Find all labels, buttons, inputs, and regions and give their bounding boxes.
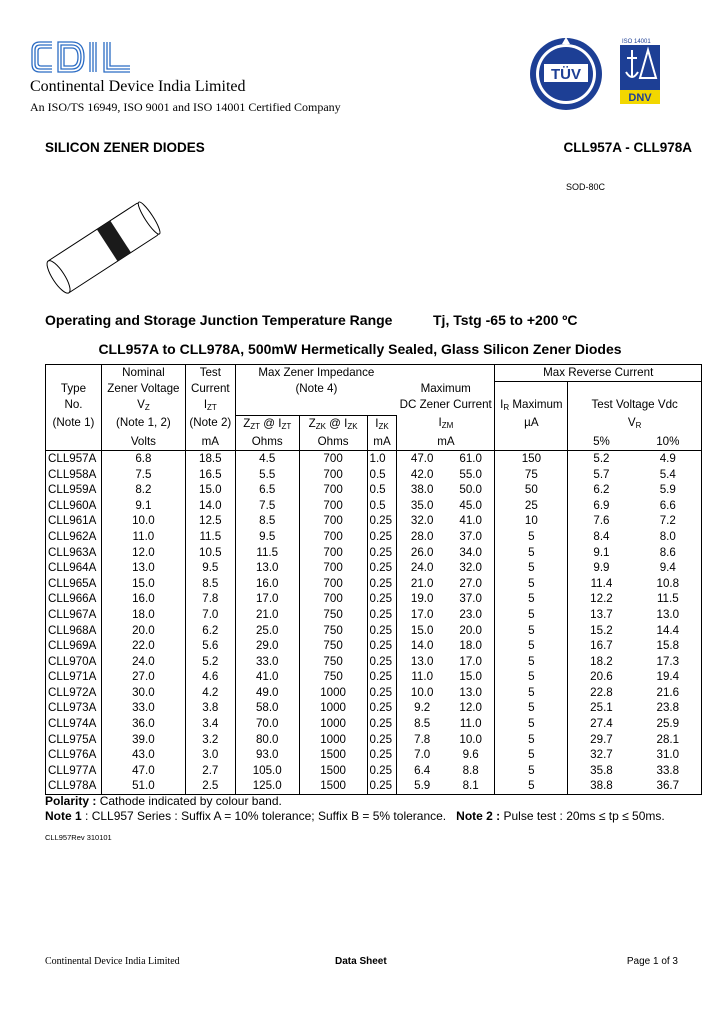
cell-zzt: 4.5 xyxy=(235,450,299,466)
cell-zzk: 700 xyxy=(299,482,367,498)
cell-vz: 20.0 xyxy=(101,623,185,639)
cell-izm-b: 37.0 xyxy=(447,591,495,607)
cell-izt: 9.5 xyxy=(185,560,235,576)
cell-izm-b: 8.8 xyxy=(447,763,495,779)
cell-ir: 5 xyxy=(495,607,568,623)
cell-vr10: 33.8 xyxy=(635,763,702,779)
cell-zzk: 700 xyxy=(299,498,367,514)
cell-vz: 47.0 xyxy=(101,763,185,779)
cell-zzk: 1500 xyxy=(299,778,367,794)
cell-zzk: 700 xyxy=(299,450,367,466)
cell-zzk: 700 xyxy=(299,576,367,592)
certification-logos xyxy=(526,36,666,119)
cell-type: CLL978A xyxy=(46,778,102,794)
table-row xyxy=(46,576,702,592)
temperature-range-label: Operating and Storage Junction Temperature Range xyxy=(45,312,393,328)
cell-izt: 4.2 xyxy=(185,685,235,701)
cell-zzk: 1000 xyxy=(299,732,367,748)
temperature-range-value: Tj, Tstg -65 to +200 ºC xyxy=(433,312,578,328)
cell-izk: 0.25 xyxy=(367,685,397,701)
cell-vr10: 28.1 xyxy=(635,732,702,748)
cell-izm-b: 45.0 xyxy=(447,498,495,514)
cell-vr5: 9.1 xyxy=(568,545,635,561)
header-type: Type xyxy=(46,365,102,397)
cell-vr5: 6.2 xyxy=(568,482,635,498)
cell-izm-a: 6.4 xyxy=(397,763,447,779)
cell-ir: 25 xyxy=(495,498,568,514)
cell-vr5: 20.6 xyxy=(568,669,635,685)
cell-izm-a: 24.0 xyxy=(397,560,447,576)
cell-vr5: 35.8 xyxy=(568,763,635,779)
cell-ir: 5 xyxy=(495,623,568,639)
cell-zzt: 25.0 xyxy=(235,623,299,639)
cell-zzk: 1000 xyxy=(299,685,367,701)
cell-type: CLL959A xyxy=(46,482,102,498)
cell-izk: 0.5 xyxy=(367,482,397,498)
table-row xyxy=(46,747,702,763)
cell-vr5: 16.7 xyxy=(568,638,635,654)
cell-izt: 12.5 xyxy=(185,513,235,529)
cell-vr5: 5.2 xyxy=(568,450,635,466)
cell-vr10: 15.8 xyxy=(635,638,702,654)
cell-vz: 13.0 xyxy=(101,560,185,576)
cell-type: CLL969A xyxy=(46,638,102,654)
cell-ir: 5 xyxy=(495,560,568,576)
cell-vr10: 6.6 xyxy=(635,498,702,514)
cell-izm-b: 13.0 xyxy=(447,685,495,701)
cell-vr5: 27.4 xyxy=(568,716,635,732)
cell-izm-a: 13.0 xyxy=(397,654,447,670)
cell-zzk: 700 xyxy=(299,513,367,529)
header-test: Test xyxy=(185,365,235,382)
revision-code: CLL957Rev 310101 xyxy=(45,833,112,842)
cell-izt: 5.2 xyxy=(185,654,235,670)
table-header: Type Nominal Test Max Zener Impedance Max Reverse Current Zener Voltage Current (Note 4) Maximum No. $V_Z$ $I_{ZT}$ DC Zener Current $I_R$ Maximum Test Voltage Vdc (Note 1) (Note 1, 2) (Note 2) $Z_{ZT}$ @ $I_{ZT}$ $Z_{ZK}$ @ $I_{ZK}$ $I_{ZK}$ $I_{ZM}$ µA $V_R$ Volts mA Ohms Ohms mA mA 5% 10% xyxy=(46,365,702,451)
cell-zzk: 750 xyxy=(299,607,367,623)
cell-type: CLL972A xyxy=(46,685,102,701)
cell-vr5: 9.9 xyxy=(568,560,635,576)
cell-izm-b: 18.0 xyxy=(447,638,495,654)
cell-type: CLL965A xyxy=(46,576,102,592)
cell-izm-b: 8.1 xyxy=(447,778,495,794)
cell-zzk: 700 xyxy=(299,591,367,607)
footer-doc-type: Data Sheet xyxy=(335,956,387,967)
cell-izm-a: 9.2 xyxy=(397,700,447,716)
table-row xyxy=(46,467,702,483)
cell-izk: 0.25 xyxy=(367,529,397,545)
cell-izm-a: 38.0 xyxy=(397,482,447,498)
header-izm: $I_{ZM}$ xyxy=(397,415,495,434)
table-row xyxy=(46,685,702,701)
cell-izk: 0.25 xyxy=(367,591,397,607)
cell-zzt: 7.5 xyxy=(235,498,299,514)
cell-izt: 7.8 xyxy=(185,591,235,607)
tolerance-note: Note 1 : CLL957 Series : Suffix A = 10% tolerance; Suffix B = 5% tolerance. Note 2 : Pulse test : 20ms ≤ tp ≤ 50ms. xyxy=(45,809,665,823)
cell-vz: 27.0 xyxy=(101,669,185,685)
cell-zzk: 750 xyxy=(299,623,367,639)
cell-zzt: 33.0 xyxy=(235,654,299,670)
cell-ir: 5 xyxy=(495,545,568,561)
cell-zzt: 41.0 xyxy=(235,669,299,685)
cell-izm-b: 17.0 xyxy=(447,654,495,670)
cell-zzt: 8.5 xyxy=(235,513,299,529)
header-zzt: $Z_{ZT}$ @ $I_{ZT}$ xyxy=(235,415,299,434)
cell-izm-a: 26.0 xyxy=(397,545,447,561)
cell-izm-a: 17.0 xyxy=(397,607,447,623)
dnv-logo xyxy=(620,36,660,104)
cell-ir: 10 xyxy=(495,513,568,529)
cdil-logo xyxy=(30,36,140,83)
cell-vz: 11.0 xyxy=(101,529,185,545)
polarity-note: Polarity : Cathode indicated by colour band. xyxy=(45,794,282,808)
cell-zzt: 58.0 xyxy=(235,700,299,716)
cell-zzk: 700 xyxy=(299,529,367,545)
cell-izm-a: 7.0 xyxy=(397,747,447,763)
cell-ir: 5 xyxy=(495,700,568,716)
cell-vr5: 8.4 xyxy=(568,529,635,545)
cell-izm-a: 10.0 xyxy=(397,685,447,701)
cell-izt: 2.7 xyxy=(185,763,235,779)
cell-ir: 5 xyxy=(495,529,568,545)
table-row xyxy=(46,732,702,748)
cell-zzk: 1500 xyxy=(299,763,367,779)
cell-izk: 0.25 xyxy=(367,732,397,748)
cell-izm-a: 11.0 xyxy=(397,669,447,685)
cell-type: CLL960A xyxy=(46,498,102,514)
table-row xyxy=(46,700,702,716)
cell-izk: 0.25 xyxy=(367,607,397,623)
cell-vr10: 9.4 xyxy=(635,560,702,576)
cell-ir: 75 xyxy=(495,467,568,483)
table-row xyxy=(46,513,702,529)
tuv-text: TÜV xyxy=(551,66,581,83)
characteristics-table xyxy=(45,364,702,795)
cell-izk: 1.0 xyxy=(367,450,397,466)
cell-vr10: 7.2 xyxy=(635,513,702,529)
cell-type: CLL968A xyxy=(46,623,102,639)
cell-vz: 24.0 xyxy=(101,654,185,670)
cell-zzk: 700 xyxy=(299,467,367,483)
cell-vr5: 5.7 xyxy=(568,467,635,483)
cell-ir: 5 xyxy=(495,669,568,685)
table-row xyxy=(46,560,702,576)
cell-vr5: 12.2 xyxy=(568,591,635,607)
cell-zzt: 9.5 xyxy=(235,529,299,545)
cell-ir: 50 xyxy=(495,482,568,498)
cell-vz: 18.0 xyxy=(101,607,185,623)
cell-zzt: 70.0 xyxy=(235,716,299,732)
table-row xyxy=(46,482,702,498)
header-impedance: Max Zener Impedance xyxy=(235,365,397,382)
cell-ir: 150 xyxy=(495,450,568,466)
cell-zzt: 13.0 xyxy=(235,560,299,576)
cell-izt: 11.5 xyxy=(185,529,235,545)
cell-izt: 14.0 xyxy=(185,498,235,514)
cell-izk: 0.25 xyxy=(367,638,397,654)
cell-vz: 43.0 xyxy=(101,747,185,763)
cell-vr5: 38.8 xyxy=(568,778,635,794)
header-izk: $I_{ZK}$ xyxy=(367,415,397,434)
cell-vr5: 22.8 xyxy=(568,685,635,701)
cell-izt: 10.5 xyxy=(185,545,235,561)
cell-vr10: 13.0 xyxy=(635,607,702,623)
cell-izk: 0.5 xyxy=(367,467,397,483)
cell-vz: 6.8 xyxy=(101,450,185,466)
cell-izm-b: 10.0 xyxy=(447,732,495,748)
cell-vz: 30.0 xyxy=(101,685,185,701)
cell-izt: 5.6 xyxy=(185,638,235,654)
table-row xyxy=(46,716,702,732)
cell-vr5: 32.7 xyxy=(568,747,635,763)
cell-izm-b: 9.6 xyxy=(447,747,495,763)
cell-zzk: 1000 xyxy=(299,700,367,716)
cell-izm-b: 23.0 xyxy=(447,607,495,623)
cell-zzt: 11.5 xyxy=(235,545,299,561)
cell-type: CLL957A xyxy=(46,450,102,466)
cell-izk: 0.25 xyxy=(367,623,397,639)
table-row xyxy=(46,638,702,654)
cell-izk: 0.25 xyxy=(367,576,397,592)
cell-zzt: 17.0 xyxy=(235,591,299,607)
cell-izm-b: 34.0 xyxy=(447,545,495,561)
cell-izm-a: 42.0 xyxy=(397,467,447,483)
cell-vr10: 10.8 xyxy=(635,576,702,592)
cell-vr10: 25.9 xyxy=(635,716,702,732)
cell-izm-b: 12.0 xyxy=(447,700,495,716)
cell-izm-a: 8.5 xyxy=(397,716,447,732)
header-reverse: Max Reverse Current xyxy=(495,365,702,382)
cell-izm-b: 50.0 xyxy=(447,482,495,498)
table-row xyxy=(46,654,702,670)
cell-izt: 3.2 xyxy=(185,732,235,748)
header-zzk: $Z_{ZK}$ @ $I_{ZK}$ xyxy=(299,415,367,434)
cell-izk: 0.5 xyxy=(367,498,397,514)
footer-page-number: Page 1 of 3 xyxy=(626,956,678,967)
cell-izm-b: 11.0 xyxy=(447,716,495,732)
cell-vr10: 8.6 xyxy=(635,545,702,561)
cell-zzt: 49.0 xyxy=(235,685,299,701)
cell-izk: 0.25 xyxy=(367,560,397,576)
table-row xyxy=(46,778,702,794)
cell-vr5: 18.2 xyxy=(568,654,635,670)
cell-izt: 7.0 xyxy=(185,607,235,623)
cell-vr5: 15.2 xyxy=(568,623,635,639)
cell-izk: 0.25 xyxy=(367,778,397,794)
cell-zzk: 700 xyxy=(299,560,367,576)
diode-illustration xyxy=(38,196,168,305)
cell-zzt: 125.0 xyxy=(235,778,299,794)
cell-vz: 33.0 xyxy=(101,700,185,716)
cell-izm-b: 15.0 xyxy=(447,669,495,685)
cell-ir: 5 xyxy=(495,763,568,779)
cell-vr10: 5.4 xyxy=(635,467,702,483)
cell-vz: 8.2 xyxy=(101,482,185,498)
footer-company: Continental Device India Limited xyxy=(45,956,180,967)
cell-vr10: 8.0 xyxy=(635,529,702,545)
cell-izm-a: 35.0 xyxy=(397,498,447,514)
cell-vr10: 14.4 xyxy=(635,623,702,639)
cell-zzt: 16.0 xyxy=(235,576,299,592)
cell-ir: 5 xyxy=(495,591,568,607)
cell-vz: 51.0 xyxy=(101,778,185,794)
cell-zzt: 5.5 xyxy=(235,467,299,483)
cell-izt: 6.2 xyxy=(185,623,235,639)
table-row xyxy=(46,450,702,466)
cell-type: CLL971A xyxy=(46,669,102,685)
cell-vz: 39.0 xyxy=(101,732,185,748)
cell-vr5: 7.6 xyxy=(568,513,635,529)
cell-izk: 0.25 xyxy=(367,545,397,561)
cell-izm-a: 7.8 xyxy=(397,732,447,748)
table-row xyxy=(46,607,702,623)
cell-vz: 16.0 xyxy=(101,591,185,607)
cell-vz: 10.0 xyxy=(101,513,185,529)
cell-vr10: 23.8 xyxy=(635,700,702,716)
cell-ir: 5 xyxy=(495,732,568,748)
cell-zzt: 21.0 xyxy=(235,607,299,623)
table-row xyxy=(46,623,702,639)
cell-izt: 2.5 xyxy=(185,778,235,794)
cell-vz: 7.5 xyxy=(101,467,185,483)
cell-izm-b: 20.0 xyxy=(447,623,495,639)
cell-zzk: 750 xyxy=(299,638,367,654)
dnv-text: DNV xyxy=(628,92,652,104)
cell-izm-b: 61.0 xyxy=(447,450,495,466)
cell-izk: 0.25 xyxy=(367,763,397,779)
cell-zzt: 93.0 xyxy=(235,747,299,763)
cell-izt: 4.6 xyxy=(185,669,235,685)
company-certification: An ISO/TS 16949, ISO 9001 and ISO 14001 Certified Company xyxy=(30,100,341,114)
cell-izm-a: 47.0 xyxy=(397,450,447,466)
cell-izk: 0.25 xyxy=(367,513,397,529)
cell-vz: 36.0 xyxy=(101,716,185,732)
cell-vr5: 11.4 xyxy=(568,576,635,592)
cell-type: CLL966A xyxy=(46,591,102,607)
cell-vr5: 13.7 xyxy=(568,607,635,623)
cell-zzt: 105.0 xyxy=(235,763,299,779)
cell-vr5: 29.7 xyxy=(568,732,635,748)
cell-type: CLL962A xyxy=(46,529,102,545)
notes xyxy=(45,794,665,824)
table-row xyxy=(46,591,702,607)
table-title: CLL957A to CLL978A, 500mW Hermetically Sealed, Glass Silicon Zener Diodes xyxy=(98,341,622,357)
cell-zzk: 700 xyxy=(299,545,367,561)
cell-vr10: 31.0 xyxy=(635,747,702,763)
cell-type: CLL973A xyxy=(46,700,102,716)
cell-type: CLL963A xyxy=(46,545,102,561)
iso-label: ISO 14001 xyxy=(622,39,651,45)
cell-izm-b: 55.0 xyxy=(447,467,495,483)
cell-izt: 3.0 xyxy=(185,747,235,763)
cell-vr10: 11.5 xyxy=(635,591,702,607)
cell-type: CLL970A xyxy=(46,654,102,670)
table-row xyxy=(46,498,702,514)
cell-vr10: 4.9 xyxy=(635,450,702,466)
cell-izm-a: 21.0 xyxy=(397,576,447,592)
cell-izm-a: 32.0 xyxy=(397,513,447,529)
cell-ir: 5 xyxy=(495,747,568,763)
cell-vr10: 36.7 xyxy=(635,778,702,794)
cell-vr10: 17.3 xyxy=(635,654,702,670)
cell-izm-b: 32.0 xyxy=(447,560,495,576)
part-range-title: CLL957A - CLL978A xyxy=(563,140,692,155)
cell-ir: 5 xyxy=(495,778,568,794)
package-label: SOD-80C xyxy=(566,182,606,192)
cell-izk: 0.25 xyxy=(367,654,397,670)
cell-zzk: 1500 xyxy=(299,747,367,763)
cell-izt: 15.0 xyxy=(185,482,235,498)
cell-vz: 9.1 xyxy=(101,498,185,514)
cell-zzk: 750 xyxy=(299,654,367,670)
cell-zzt: 29.0 xyxy=(235,638,299,654)
cell-izk: 0.25 xyxy=(367,700,397,716)
cell-type: CLL964A xyxy=(46,560,102,576)
product-category-title: SILICON ZENER DIODES xyxy=(45,140,205,155)
cell-izt: 16.5 xyxy=(185,467,235,483)
cell-izt: 8.5 xyxy=(185,576,235,592)
cell-izm-a: 5.9 xyxy=(397,778,447,794)
cell-zzk: 750 xyxy=(299,669,367,685)
cell-izm-a: 28.0 xyxy=(397,529,447,545)
cell-type: CLL958A xyxy=(46,467,102,483)
cell-type: CLL975A xyxy=(46,732,102,748)
cell-ir: 5 xyxy=(495,685,568,701)
cell-izt: 3.4 xyxy=(185,716,235,732)
cell-izm-b: 27.0 xyxy=(447,576,495,592)
cell-izm-a: 14.0 xyxy=(397,638,447,654)
table-row xyxy=(46,669,702,685)
header-nominal: Nominal xyxy=(101,365,185,382)
cell-type: CLL967A xyxy=(46,607,102,623)
cell-zzk: 1000 xyxy=(299,716,367,732)
cell-type: CLL976A xyxy=(46,747,102,763)
cell-type: CLL961A xyxy=(46,513,102,529)
cell-izt: 3.8 xyxy=(185,700,235,716)
cell-type: CLL977A xyxy=(46,763,102,779)
cell-izm-b: 41.0 xyxy=(447,513,495,529)
cell-izk: 0.25 xyxy=(367,716,397,732)
cell-vz: 12.0 xyxy=(101,545,185,561)
cell-ir: 5 xyxy=(495,576,568,592)
cell-izm-b: 37.0 xyxy=(447,529,495,545)
cell-vr10: 19.4 xyxy=(635,669,702,685)
cell-izt: 18.5 xyxy=(185,450,235,466)
cell-izk: 0.25 xyxy=(367,747,397,763)
cell-ir: 5 xyxy=(495,716,568,732)
cell-zzt: 6.5 xyxy=(235,482,299,498)
cell-vr10: 21.6 xyxy=(635,685,702,701)
cell-izk: 0.25 xyxy=(367,669,397,685)
cell-ir: 5 xyxy=(495,638,568,654)
cell-vr5: 6.9 xyxy=(568,498,635,514)
company-name: Continental Device India Limited xyxy=(30,78,246,95)
cell-vr10: 5.9 xyxy=(635,482,702,498)
table-row xyxy=(46,545,702,561)
cell-vz: 22.0 xyxy=(101,638,185,654)
table-row xyxy=(46,529,702,545)
cell-izm-a: 19.0 xyxy=(397,591,447,607)
table-row xyxy=(46,763,702,779)
cell-izm-a: 15.0 xyxy=(397,623,447,639)
table-body xyxy=(46,450,702,794)
cell-ir: 5 xyxy=(495,654,568,670)
cell-type: CLL974A xyxy=(46,716,102,732)
cell-vr5: 25.1 xyxy=(568,700,635,716)
tuv-seal xyxy=(530,37,602,110)
cell-vz: 15.0 xyxy=(101,576,185,592)
cell-zzt: 80.0 xyxy=(235,732,299,748)
